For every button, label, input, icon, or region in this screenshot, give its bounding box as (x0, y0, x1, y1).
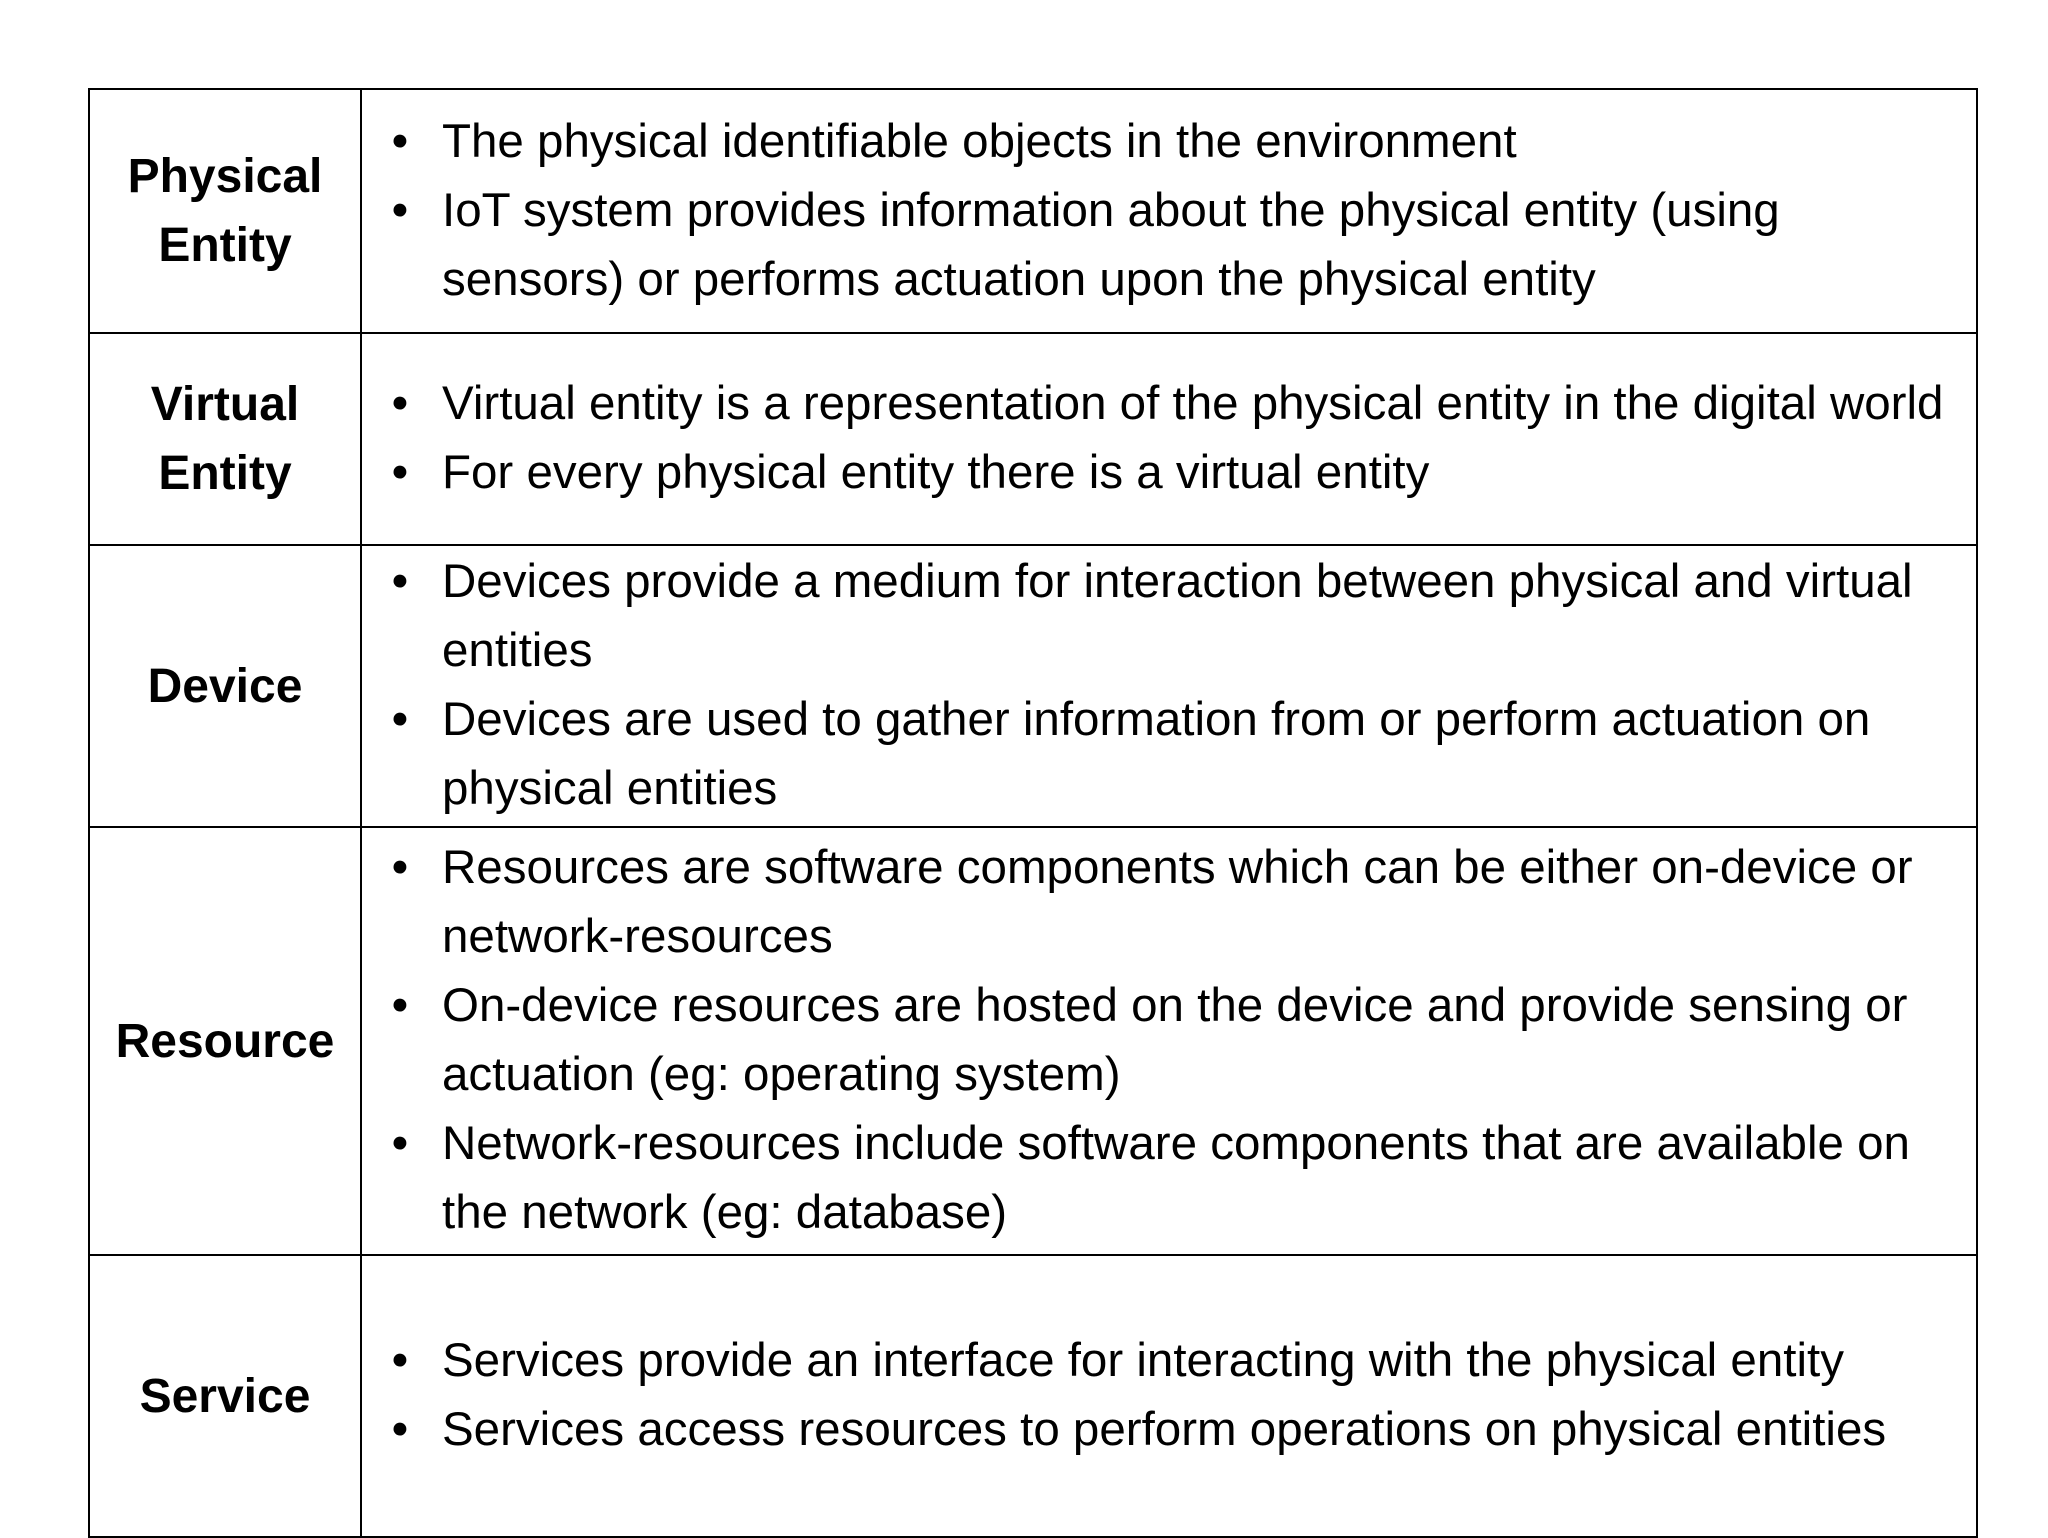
bullet-text: The physical identifiable objects in the environment (442, 114, 1517, 168)
description-cell (361, 1255, 1977, 1537)
iot-domain-model-table (88, 88, 1978, 1538)
bullet-item (362, 547, 1976, 685)
bullet-icon: • (391, 377, 409, 430)
term-label: Resource (115, 1014, 335, 1068)
bullet-icon: • (391, 555, 409, 608)
bullet-text: On-device resources are hosted on the device and provide sensing or actuation (eg: operating system) (442, 979, 1921, 1101)
bullet-text: Devices are used to gather information from or perform actuation on physical entities (442, 693, 1884, 815)
bullet-item (362, 971, 1976, 1109)
bullet-item (362, 438, 1976, 507)
bullet-list (362, 107, 1976, 314)
bullet-icon: • (391, 1334, 409, 1387)
bullet-list (362, 369, 1976, 507)
term-label: Service (139, 1369, 311, 1423)
bullet-list (362, 833, 1976, 1247)
bullet-text: Resources are software components which can be either on-device or network-resources (442, 841, 1926, 963)
bullet-icon: • (391, 979, 409, 1032)
bullet-item (362, 176, 1976, 314)
bullet-icon: • (391, 1117, 409, 1170)
bullet-text: Network-resources include software components that are available on the network (eg: database) (442, 1117, 1924, 1239)
description-cell (361, 827, 1977, 1255)
bullet-item (362, 369, 1976, 438)
bullet-icon: • (391, 841, 409, 894)
bullet-text: IoT system provides information about the physical entity (using sensors) or performs actuation upon the physical entity (442, 183, 1793, 306)
table-row (89, 333, 1977, 545)
bullet-item (362, 1395, 1976, 1464)
term-resource (89, 827, 361, 1255)
description-cell (361, 545, 1977, 827)
table-row (89, 1255, 1977, 1537)
bullet-list (362, 547, 1976, 823)
bullet-text: Services provide an interface for interacting with the physical entity (442, 1334, 1844, 1387)
term-physical-entity (89, 89, 361, 333)
bullet-icon: • (391, 1403, 409, 1456)
bullet-text: Services access resources to perform operations on physical entities (442, 1403, 1887, 1456)
bullet-item (362, 1109, 1976, 1247)
description-cell (361, 333, 1977, 545)
term-service (89, 1255, 361, 1537)
bullet-icon: • (391, 183, 409, 237)
term-device (89, 545, 361, 827)
bullet-text: Devices provide a medium for interaction between physical and virtual entities (442, 555, 1926, 677)
description-cell (361, 89, 1977, 333)
bullet-item (362, 833, 1976, 971)
bullet-item (362, 107, 1976, 176)
term-label: Virtual Entity (150, 378, 300, 500)
bullet-icon: • (391, 114, 409, 168)
term-virtual-entity (89, 333, 361, 545)
bullet-item (362, 685, 1976, 823)
bullet-icon: • (391, 693, 409, 746)
bullet-icon: • (391, 446, 409, 499)
term-label: Physical Entity (127, 150, 323, 272)
bullet-text: For every physical entity there is a virtual entity (442, 446, 1430, 499)
table-row (89, 545, 1977, 827)
table-row (89, 89, 1977, 333)
table-row (89, 827, 1977, 1255)
bullet-item (362, 1326, 1976, 1395)
bullet-list (362, 1326, 1976, 1464)
bullet-text: Virtual entity is a representation of the physical entity in the digital world (442, 377, 1944, 430)
term-label: Device (147, 659, 303, 713)
